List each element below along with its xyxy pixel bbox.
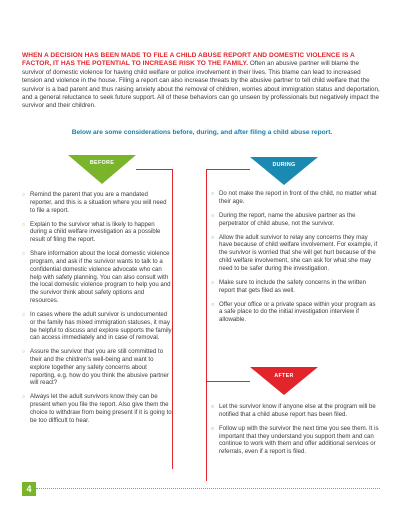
circle-bullet-icon: ○ bbox=[22, 192, 26, 198]
intro-paragraph bbox=[22, 52, 382, 111]
after-label: AFTER bbox=[274, 373, 294, 379]
circle-bullet-icon: ○ bbox=[22, 221, 26, 228]
list-item bbox=[22, 221, 172, 244]
after-list bbox=[211, 403, 379, 462]
circle-bullet-icon: ○ bbox=[211, 404, 215, 410]
circle-bullet-icon: ○ bbox=[211, 212, 215, 219]
intro-lead: WHEN A DECISION HAS BEEN MADE TO FILE A CHILD ABUSE REPORT AND DOMESTIC VIOLENCE IS A FACTOR, IT HAS THE POTENTIAL TO INCREASE RISK TO THE FAMILY. bbox=[22, 52, 355, 68]
list-item bbox=[211, 403, 379, 419]
after-connector-horizontal bbox=[206, 381, 250, 382]
after-triangle-icon bbox=[250, 367, 318, 395]
list-item-text: Follow up with the survivor the next time you see them. It is important that they understand you support them and can continue to work with them and offer additional services or referrals, even if a report is filed. bbox=[219, 424, 379, 456]
list-item bbox=[211, 234, 379, 273]
list-item-text: During the report, name the abusive partner as the perpetrator of child abuse, not the survivor. bbox=[219, 211, 356, 227]
list-item bbox=[22, 311, 172, 342]
intro-body: Often an abusive partner will blame the survivor of domestic violence for having child welfare or police involvement in their lives. This blame can lead to increased tension and violence in the house. Filing a report can also increase threats by the abusive partner to tell child welfare that the survivor is a bad parent and thus raising anxiety about the removal of children, worries about immigration status and deportation, and a general reluctance to seek future support. All of these behaviors can go unseen by professionals but negatively impact the survivor and their children. bbox=[22, 60, 380, 110]
list-item-text: Offer your office or a private space within your program as a safe place to do the initial investigation interview if allowable. bbox=[219, 300, 376, 324]
during-list bbox=[211, 190, 379, 330]
list-item-text: In cases where the adult survivor is undocumented or the family has mixed immigration statuses, it may be helpful to discuss and explore supports the family can access immediately and in case of removal. bbox=[30, 310, 172, 342]
during-connector-vertical bbox=[206, 169, 207, 481]
list-item bbox=[22, 191, 172, 214]
list-item-text: Do not make the report in front of the child, no matter what their age. bbox=[219, 190, 377, 205]
circle-bullet-icon: ○ bbox=[211, 301, 215, 308]
circle-bullet-icon: ○ bbox=[211, 234, 215, 241]
before-label: BEFORE bbox=[89, 160, 115, 166]
circle-bullet-icon: ○ bbox=[211, 279, 215, 286]
circle-bullet-icon: ○ bbox=[211, 191, 215, 197]
before-connector-horizontal bbox=[136, 169, 172, 170]
circle-bullet-icon: ○ bbox=[22, 251, 26, 258]
during-connector-horizontal bbox=[206, 169, 250, 170]
before-connector-vertical bbox=[172, 169, 173, 469]
section-subheading: Below are some considerations before, during, and after filing a child abuse report. bbox=[71, 129, 333, 136]
during-label: DURING bbox=[272, 162, 296, 168]
list-item bbox=[22, 250, 172, 305]
circle-bullet-icon: ○ bbox=[22, 349, 26, 356]
list-item bbox=[211, 212, 379, 228]
list-item bbox=[211, 301, 379, 324]
list-item-text: Share information about the local domestic violence program, and ask if the survivor wants to talk to a confidential domestic violence advocate who can help with safety planning. You can also consult with the local domestic violence program to help you and the survivor think about safety options and resources. bbox=[30, 250, 171, 304]
list-item-text: Assure the survivor that you are still committed to their and the children's well-being and want to explore together any safety concerns about reporting, e.g. how do you think the abusive partner will react? bbox=[30, 348, 169, 387]
list-item bbox=[211, 425, 379, 456]
list-item-text: Remind the parent that you are a mandated reporter, and this is a situation where you will need to file a report. bbox=[30, 191, 167, 214]
list-item-text: Let the survivor know if anyone else at the program will be notified that a child abuse report has been filed. bbox=[219, 403, 376, 418]
circle-bullet-icon: ○ bbox=[22, 311, 26, 318]
circle-bullet-icon: ○ bbox=[22, 394, 26, 401]
page-number: 4 bbox=[26, 484, 32, 494]
list-item bbox=[211, 279, 379, 295]
list-item bbox=[22, 393, 172, 424]
before-list bbox=[22, 191, 172, 431]
circle-bullet-icon: ○ bbox=[211, 425, 215, 432]
footer-dotted-divider bbox=[36, 488, 380, 489]
list-item bbox=[22, 348, 172, 387]
list-item-text: Explain to the survivor what is likely to happen during a child welfare investigation as a possible result of filing the report. bbox=[30, 220, 161, 244]
list-item-text: Allow the adult survivor to relay any concerns they may have because of child welfare involvement. For example, if the survivor is worried that she will get hurt because of the child welfare involvement, she can ask for what she may need to be safer during the investigation. bbox=[219, 233, 378, 272]
list-item-text: Always let the adult survivors know they can be present when you file the report. Also give them the choice to withdraw from being present if it is going to be too difficult to hear. bbox=[30, 393, 172, 424]
list-item bbox=[211, 190, 379, 206]
list-item-text: Make sure to include the safety concerns in the written report that gets filed as well. bbox=[219, 278, 367, 294]
